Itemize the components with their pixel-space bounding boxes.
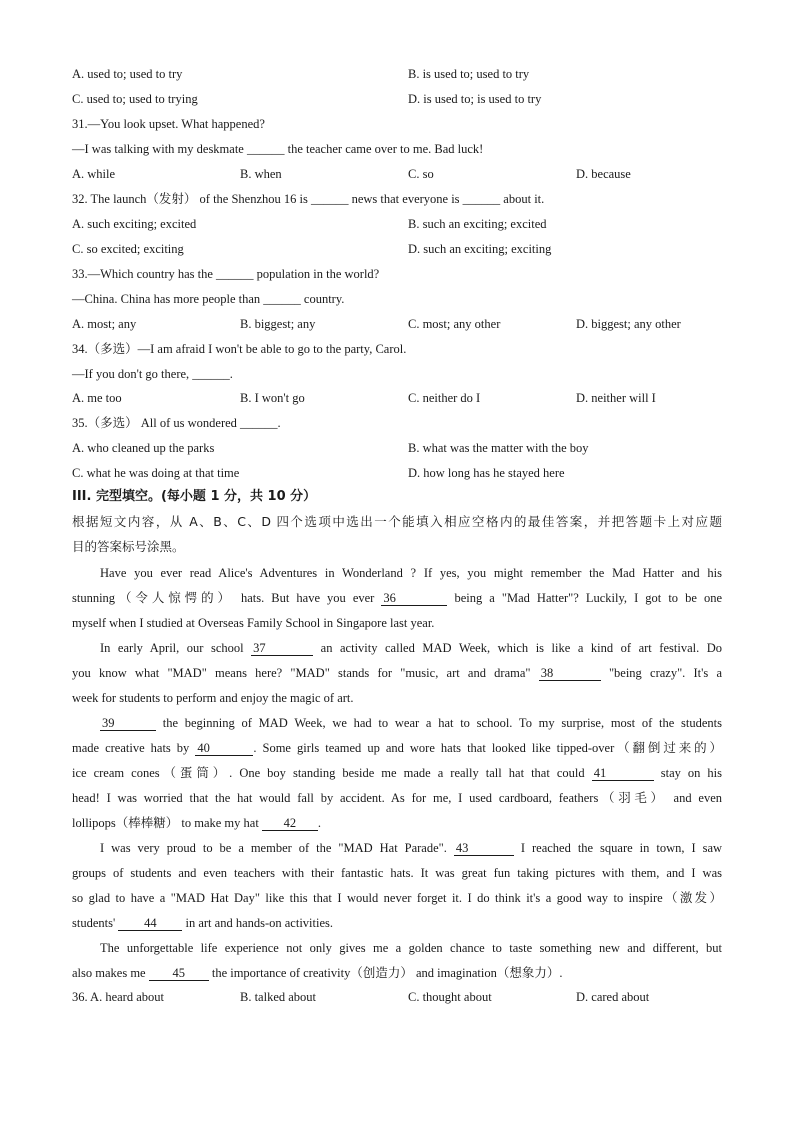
q30-option-b: B. is used to; used to try — [408, 67, 530, 81]
passage-line — [72, 715, 722, 740]
passage-text: Have you ever read Alice's Adventures in Wonderland ? If yes, you might remember the Mad Hatter and his — [100, 566, 722, 580]
q33-line2: —China. China has more people than ______ country. — [72, 292, 345, 306]
q34-option-b: B. I won't go — [240, 391, 305, 405]
q36-option-b: B. talked about — [240, 990, 317, 1004]
passage-line — [72, 565, 722, 590]
passage-line — [72, 740, 722, 765]
passage-text: stay on his — [660, 766, 723, 780]
cloze-passage — [72, 565, 722, 990]
passage-line — [72, 915, 722, 940]
q31-option-d: D. because — [576, 167, 631, 181]
q30-option-a: A. used to; used to try — [72, 67, 183, 81]
q34-option-a: A. me too — [72, 391, 122, 405]
q33-option-d: D. biggest; any other — [576, 317, 681, 331]
q34-option-c: C. neither do I — [408, 391, 481, 405]
passage-text: I reached the square in town, I saw — [520, 841, 723, 855]
passage-line — [72, 965, 722, 990]
q36-option-a: 36. A. heard about — [72, 990, 164, 1004]
q35-option-b: B. what was the matter with the boy — [408, 441, 589, 455]
q33-stem: 33.—Which country has the ______ population in the world? — [72, 267, 380, 281]
q30-option-d: D. is used to; is used to try — [408, 92, 542, 106]
passage-text: lollipops（棒棒糖） to make my hat — [72, 816, 259, 830]
q31-option-a: A. while — [72, 167, 116, 181]
passage-text: "being crazy". It's a — [608, 666, 723, 680]
passage-line — [72, 665, 722, 690]
passage-line — [72, 690, 722, 715]
passage-text: . Some girls teamed up and wore hats that looked like tipped-over（翻倒过来的） — [253, 741, 722, 755]
passage-line — [72, 765, 722, 790]
passage-text: . — [317, 816, 322, 830]
passage-line — [72, 640, 722, 665]
q33-option-c: C. most; any other — [408, 317, 501, 331]
passage-text: the importance of creativity（创造力） and imagination（想象力）. — [211, 966, 563, 980]
passage-text: the beginning of MAD Week, we had to wear a hat to school. To my surprise, most of the students — [162, 716, 723, 730]
passage-text: head! I was worried that the hat would fall by accident. As for me, I used cardboard, feathers（羽毛） and even — [72, 791, 722, 805]
blank-41[interactable]: 41 — [592, 767, 654, 781]
blank-39[interactable]: 39 — [100, 717, 156, 731]
passage-text: I was very proud to be a member of the "MAD Hat Parade". — [100, 841, 447, 855]
blank-40[interactable]: 40 — [195, 742, 253, 756]
blank-44[interactable]: 44 — [118, 917, 182, 931]
passage-line — [72, 815, 722, 840]
passage-line — [72, 940, 722, 965]
section-instructions-line2: 目的答案标号涂黑。 — [72, 539, 185, 554]
passage-text: groups of students and even teachers with their fantastic hats. It was great fun taking pictures with them, and I was — [72, 866, 722, 880]
q34-option-d: D. neither will I — [576, 391, 656, 405]
blank-37[interactable]: 37 — [251, 642, 313, 656]
blank-45[interactable]: 45 — [149, 967, 209, 981]
blank-36[interactable]: 36 — [381, 592, 447, 606]
q33-option-a: A. most; any — [72, 317, 137, 331]
q35-stem: 35.（多选） All of us wondered ______. — [72, 416, 281, 430]
q31-option-b: B. when — [240, 167, 282, 181]
passage-line — [72, 790, 722, 815]
q34-stem: 34.（多选）—I am afraid I won't be able to go to the party, Carol. — [72, 342, 407, 356]
passage-line — [72, 615, 722, 640]
passage-text: In early April, our school — [100, 641, 244, 655]
passage-text: also makes me — [72, 966, 146, 980]
passage-text: an activity called MAD Week, which is like a kind of art festival. Do — [320, 641, 723, 655]
passage-text: students' — [72, 916, 116, 930]
passage-text: stunning（令人惊愕的） hats. But have you ever — [72, 591, 375, 605]
section-instructions-line1: 根据短文内容，从 A、B、C、D 四个选项中选出一个能填入相应空格内的最佳答案，并把答题卡上对应题 — [72, 514, 722, 529]
passage-text: so glad to have a "MAD Hat Day" like this that I would never forget it. I do think it's a good way to inspire（激发） — [72, 891, 722, 905]
passage-line — [72, 890, 722, 915]
q32-stem: 32. The launch（发射） of the Shenzhou 16 is ______ news that everyone is ______ about it. — [72, 192, 545, 206]
q34-line2: —If you don't go there, ______. — [72, 367, 233, 381]
section-heading: III. 完型填空。(每小题 1 分，共 10 分） — [72, 489, 317, 504]
passage-text: made creative hats by — [72, 741, 190, 755]
passage-text: week for students to perform and enjoy the magic of art. — [72, 691, 354, 705]
q30-option-c: C. used to; used to trying — [72, 92, 198, 106]
q33-option-b: B. biggest; any — [240, 317, 316, 331]
q35-option-c: C. what he was doing at that time — [72, 466, 240, 480]
q35-option-d: D. how long has he stayed here — [408, 466, 565, 480]
passage-line — [72, 590, 722, 615]
passage-text: ice cream cones（蛋筒）. One boy standing beside me made a really tall hat that could — [72, 766, 585, 780]
q35-option-a: A. who cleaned up the parks — [72, 441, 215, 455]
passage-text: myself when I studied at Overseas Family School in Singapore last year. — [72, 616, 435, 630]
blank-42[interactable]: 42 — [262, 817, 318, 831]
blank-43[interactable]: 43 — [454, 842, 514, 856]
q36-option-c: C. thought about — [408, 990, 492, 1004]
q36-option-d: D. cared about — [576, 990, 650, 1004]
passage-text: you know what "MAD" means here? "MAD" stands for "music, art and drama" — [72, 666, 531, 680]
q32-option-c: C. so excited; exciting — [72, 242, 184, 256]
passage-text: in art and hands-on activities. — [185, 916, 334, 930]
q31-line2: —I was talking with my deskmate ______ the teacher came over to me. Bad luck! — [72, 142, 484, 156]
q31-option-c: C. so — [408, 167, 434, 181]
passage-line — [72, 865, 722, 890]
q31-stem: 31.—You look upset. What happened? — [72, 117, 265, 131]
blank-38[interactable]: 38 — [539, 667, 601, 681]
passage-text: The unforgettable life experience not only gives me a golden chance to taste something new and different, but — [100, 941, 722, 955]
q32-option-d: D. such an exciting; exciting — [408, 242, 552, 256]
q32-option-b: B. such an exciting; excited — [408, 217, 547, 231]
passage-text: being a "Mad Hatter"? Luckily, I got to be one — [454, 591, 722, 605]
passage-line — [72, 840, 722, 865]
q32-option-a: A. such exciting; excited — [72, 217, 197, 231]
